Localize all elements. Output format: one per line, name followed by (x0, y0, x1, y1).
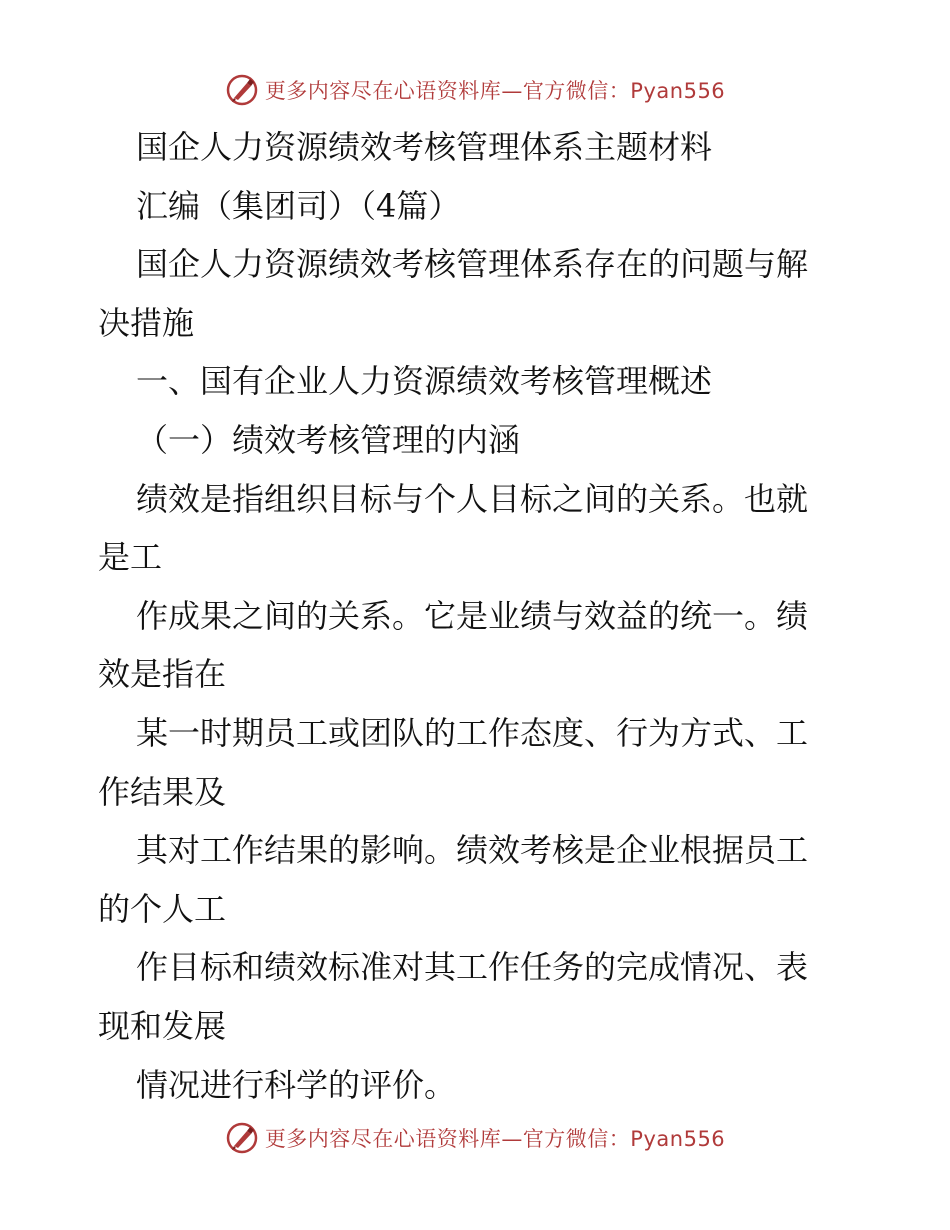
text-line: 情况进行科学的评价。 (136, 1065, 457, 1104)
text-line: 现和发展 (98, 1006, 227, 1045)
text-line: 作目标和绩效标准对其工作任务的完成情况、表 (136, 948, 809, 987)
text-line: 决措施 (98, 303, 195, 342)
watermark-separator: — (501, 1127, 523, 1151)
text-line: 某一时期员工或团队的工作态度、行为方式、工 (136, 713, 809, 752)
text-line: （一）绩效考核管理的内涵 (136, 420, 521, 459)
text-line: 绩效是指组织目标与个人目标之间的关系。也就 (136, 479, 809, 518)
text-line: 作成果之间的关系。它是业绩与效益的统一。绩 (136, 596, 809, 635)
text-line: 一、国有企业人力资源绩效考核管理概述 (136, 362, 713, 401)
text-line: 汇编（集团司）（4篇） (136, 186, 461, 225)
watermark-wechat-text: 官方微信：Pyan556 (522, 1127, 726, 1151)
watermark-banner-bottom (0, 1118, 950, 1158)
text-line: 国企人力资源绩效考核管理体系存在的问题与解 (136, 245, 809, 284)
text-line: 的个人工 (98, 889, 227, 928)
text-line: 其对工作结果的影响。绩效考核是企业根据员工 (136, 831, 809, 870)
watermark-site-text: 更多内容尽在心语资料库 (264, 79, 502, 103)
watermark-site-text: 更多内容尽在心语资料库 (264, 1127, 502, 1151)
document-body (98, 118, 854, 1114)
watermark-separator: — (501, 79, 523, 103)
pen-logo-icon (225, 1121, 259, 1155)
text-line: 国企人力资源绩效考核管理体系主题材料 (136, 128, 713, 166)
text-line: 作结果及 (98, 772, 227, 811)
text-line: 是工 (98, 538, 163, 577)
pen-logo-icon (225, 73, 259, 107)
watermark-wechat-text: 官方微信：Pyan556 (522, 79, 726, 103)
watermark-banner-top (0, 70, 950, 110)
text-line: 效是指在 (98, 655, 227, 694)
